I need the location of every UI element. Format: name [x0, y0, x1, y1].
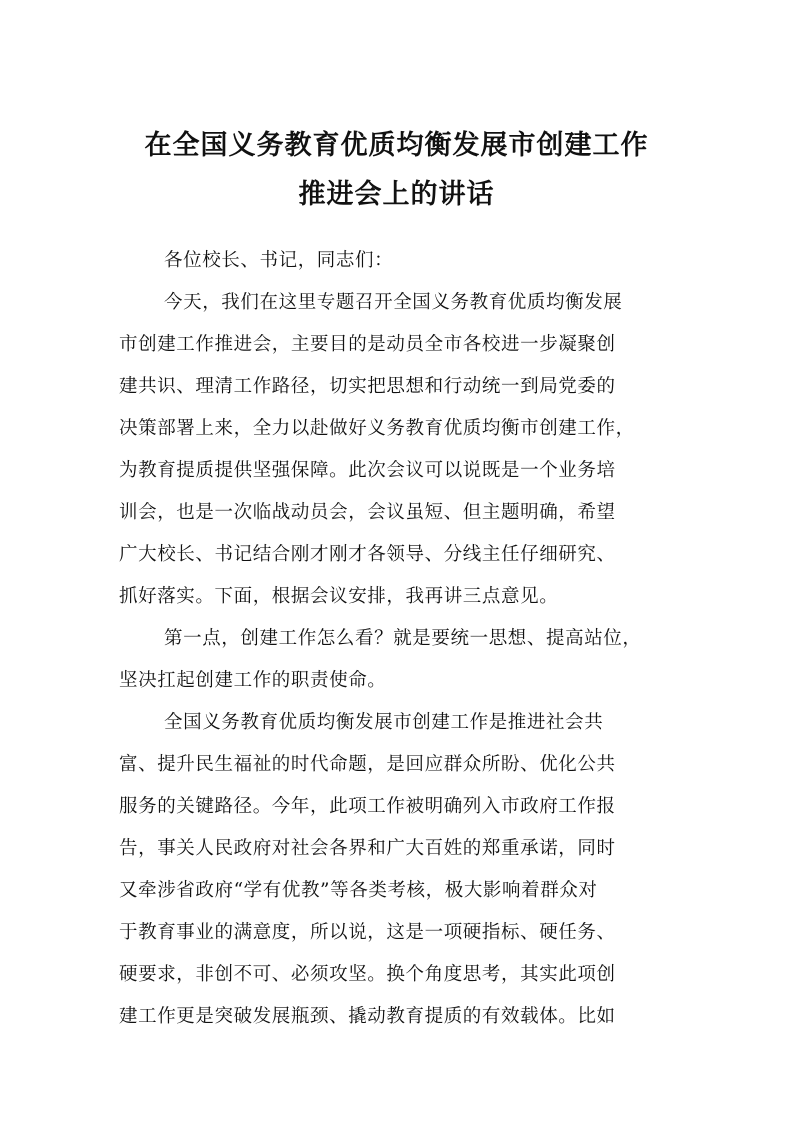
paragraph-line: 服务的关键路径。今年，此项工作被明确列入市政府工作报 [119, 796, 616, 817]
paragraph-line: 全国义务教育优质均衡发展市创建工作是推进社会共 [164, 712, 604, 733]
document-title-line-2: 推进会上的讲话 [298, 179, 495, 210]
paragraph-line: 为教育提质提供坚强保障。此次会议可以说既是一个业务培 [119, 460, 616, 481]
paragraph-line: 抓好落实。下面，根据会议安排，我再讲三点意见。 [119, 586, 559, 607]
paragraph-line: 坚决扛起创建工作的职责使命。 [119, 670, 387, 691]
paragraph-line: 告，事关人民政府对社会各界和广大百姓的郑重承诺，同时 [119, 838, 616, 859]
document-title-line-1: 在全国义务教育优质均衡发展市创建工作 [144, 130, 649, 161]
paragraph-line: 又牵涉省政府“学有优教”等各类考核，极大影响着群众对 [119, 880, 598, 901]
paragraph-line: 训会，也是一次临战动员会，会议虽短、但主题明确，希望 [119, 502, 616, 523]
paragraph-line: 决策部署上来，全力以赴做好义务教育优质均衡市创建工作， [119, 418, 635, 439]
paragraph-line: 硬要求，非创不可、必须攻坚。换个角度思考，其实此项创 [119, 964, 616, 985]
paragraph-line: 市创建工作推进会，主要目的是动员全市各校进一步凝聚创 [119, 334, 616, 355]
paragraph-line: 广大校长、书记结合刚才刚才各领导、分线主任仔细研究、 [119, 544, 616, 565]
paragraph-line: 于教育事业的满意度，所以说，这是一项硬指标、硬任务、 [119, 922, 616, 943]
paragraph-line: 建工作更是突破发展瓶颈、撬动教育提质的有效载体。比如 [119, 1006, 616, 1027]
paragraph-line: 第一点，创建工作怎么看？就是要统一思想、提高站位， [164, 628, 642, 649]
salutation-line: 各位校长、书记，同志们： [164, 250, 394, 271]
paragraph-line: 富、提升民生福祉的时代命题，是回应群众所盼、优化公共 [119, 754, 616, 775]
paragraph-line: 今天，我们在这里专题召开全国义务教育优质均衡发展 [164, 292, 623, 313]
paragraph-line: 建共识、理清工作路径，切实把思想和行动统一到局党委的 [119, 376, 616, 397]
